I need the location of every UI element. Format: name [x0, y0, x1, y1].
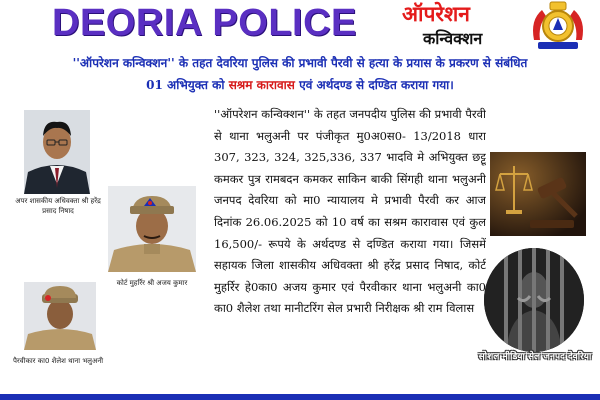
justice-gavel-image [490, 152, 586, 236]
social-media-caption: सोशल मीडिया सेल जनपद देवरिया [478, 352, 592, 362]
page-title: DEORIA POLICE [52, 2, 357, 44]
headline-line-2 [0, 74, 600, 96]
up-police-emblem-icon [526, 0, 590, 50]
social-media-cell-image [478, 244, 590, 356]
bottom-bar [0, 394, 600, 400]
conviction-label: कन्विक्शन [423, 29, 483, 48]
headline-line-2-start: 01 अभियुक्त को [146, 78, 229, 92]
headline-highlight: सश्रम कारावास [228, 78, 295, 92]
story-paragraph: ''ऑपरेशन कन्विक्शन'' के तहत जनपदीय पुलिस की प्रभावी पैरवी से थाना भलुअनी पर पंजीकृत मु0अ0स0- 13/2018 धारा 307, 323, 324, 325,336, 337 भादवि मे अभियुक्त छट्टू कमकर पुत्र रामबदन कमकर साकिन बाकी सिंगही थाना भलुअनी जनपद देवरिया को मा0 न्यायालय मे प्रभावी पैरवी कर आज दिनांक 26.06.2025 को 10 वर्ष का सश्रम कारावास एवं कुल 16,500/- रूपये के अर्थदण्ड से दण्डित कराया गया। जिसमें सहायक जिला शासकीय अधिवक्ता श्री हरेंद्र प्रसाद निषाद, कोर्ट मुहर्रिर हे0का0 अजय कुमार एवं पैरवीकार थाना भलुअनी का0 का0 शैलेश तथा मानीटरिंग सेल प्रभारी निरीक्षक श्री राम विलास [214, 107, 486, 316]
court-muharrir-photo [108, 186, 196, 272]
headline [0, 52, 600, 96]
court-muharrir-caption: कोर्ट मुहर्रिर श्री अजय कुमार [116, 279, 188, 287]
operation-label: ऑपरेशन [402, 1, 470, 26]
advocate-caption: अपर शासकीय अधिवक्ता श्री हरेंद्र प्रसाद निषाद [15, 197, 101, 215]
pairokar-photo [24, 282, 96, 350]
pairokar-caption: पैरवीकार का0 शैलेश थाना भलुअनी [12, 357, 104, 365]
advocate-photo [24, 110, 90, 194]
headline-line-1: ''ऑपरेशन कन्विक्शन'' के तहत देवरिया पुलिस की प्रभावी पैरवी से हत्या के प्रयास के प्रकरण से संबंधित [72, 56, 528, 70]
story-text [214, 104, 486, 400]
headline-line-2-end: एवं अर्थदण्ड से दण्डित कराया गया। [294, 78, 454, 92]
